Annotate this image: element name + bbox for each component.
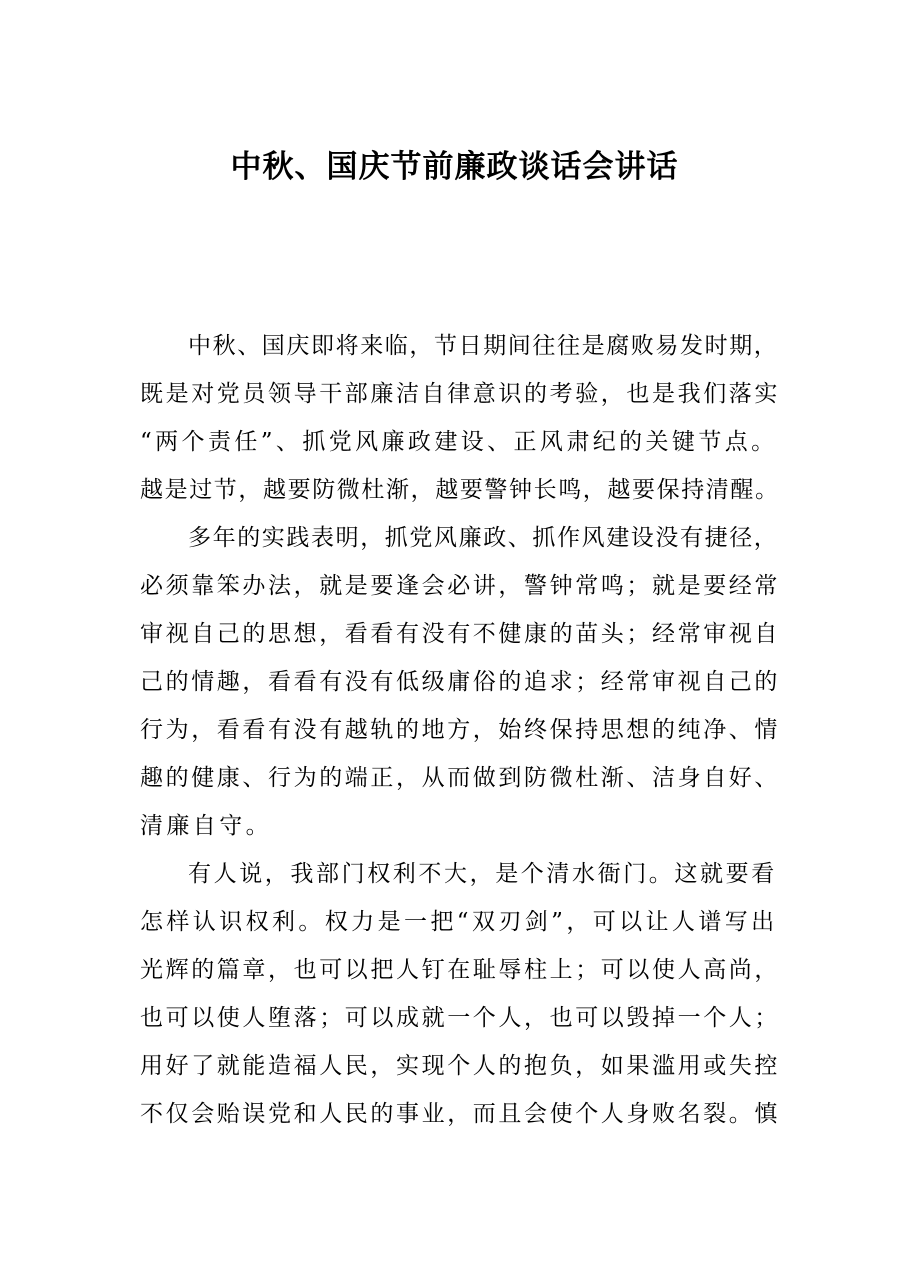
text-line: “两个责任”、抓党风廉政建设、正风肃纪的关键节点。 (140, 429, 778, 455)
text-line: 趣的健康、行为的端正，从而做到防微杜渐、洁身自好、 (140, 765, 780, 791)
text-line: 必须靠笨办法，就是要逢会必讲，警钟常鸣；就是要经常 (140, 573, 780, 599)
text-line: 中秋、国庆即将来临，节日期间往往是腐败易发时期， (188, 333, 779, 359)
document-title: 中秋、国庆节前廉政谈话会讲话 (230, 149, 679, 185)
text-line: 也可以使人堕落；可以成就一个人，也可以毁掉一个人； (140, 1005, 780, 1031)
text-line: 清廉自守。 (140, 813, 272, 839)
text-line: 用好了就能造福人民，实现个人的抱负，如果滥用或失控 (140, 1053, 780, 1079)
text-line: 有人说，我部门权利不大，是个清水衙门。这就要看 (188, 861, 777, 887)
text-line: 既是对党员领导干部廉洁自律意识的考验，也是我们落实 (140, 381, 780, 407)
text-line: 不仅会贻误党和人民的事业，而且会使个人身败名裂。慎 (140, 1101, 780, 1127)
text-line: 审视自己的思想，看看有没有不健康的苗头；经常审视自 (140, 621, 780, 647)
document-body (140, 322, 780, 1138)
text-line: 越是过节，越要防微杜渐，越要警钟长鸣，越要保持清醒。 (140, 477, 780, 503)
text-line: 己的情趣，看看有没有低级庸俗的追求；经常审视自己的 (140, 669, 780, 695)
text-line: 光辉的篇章，也可以把人钉在耻辱柱上；可以使人高尚， (140, 957, 780, 983)
text-line: 怎样认识权利。权力是一把“双刃剑”，可以让人谱写出 (140, 909, 778, 935)
text-line: 行为，看看有没有越轨的地方，始终保持思想的纯净、情 (140, 717, 780, 743)
text-line: 多年的实践表明，抓党风廉政、抓作风建设没有捷径， (188, 525, 779, 551)
